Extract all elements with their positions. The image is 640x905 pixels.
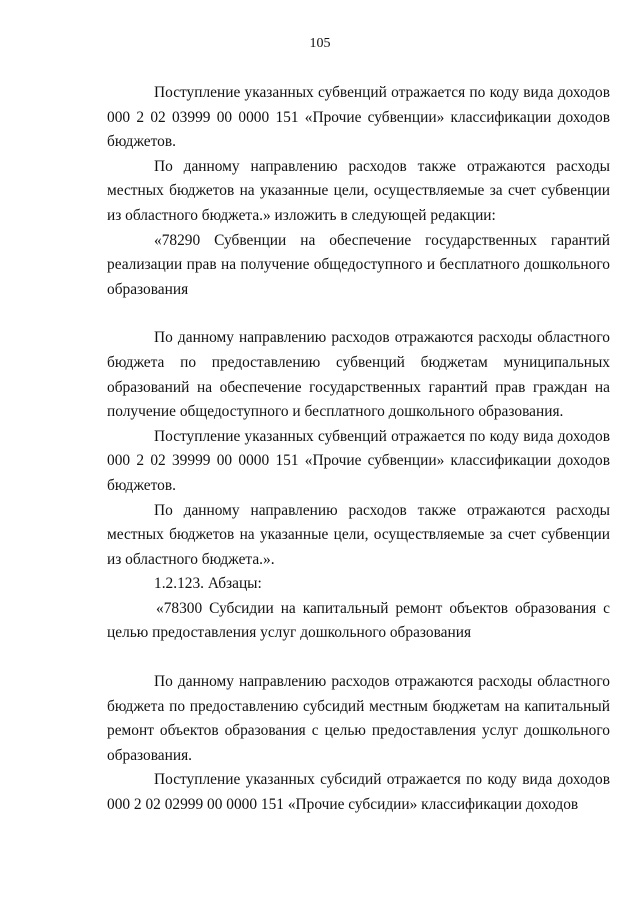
- paragraph: По данному направлению расходов также отражаются расходы местных бюджетов на указанные цели, осуществляемые за счет субвенции из областного бюджета.».: [107, 501, 610, 568]
- paragraph-quoted-heading: «78300 Субсидии на капитальный ремонт объектов образования с целью предоставления услуг дошкольного образования: [107, 599, 610, 642]
- paragraph: Поступление указанных субвенций отражается по коду вида доходов 000 2 02 39999 00 0000 151 «Прочие субвенции» классификации доходов бюджетов.: [107, 427, 610, 494]
- page-body: [107, 81, 610, 818]
- paragraph: По данному направлению расходов также отражаются расходы местных бюджетов на указанные цели, осуществляемые за счет субвенции из областного бюджета.» изложить в следующей редакции:: [107, 157, 610, 224]
- section-item-heading: 1.2.123. Абзацы:: [154, 575, 262, 593]
- page-number: 105: [309, 36, 331, 51]
- paragraph-quoted-heading: «78290 Субвенции на обеспечение государственных гарантий реализации прав на получение общедоступного и бесплатного дошкольного образования: [107, 231, 610, 298]
- paragraph: По данному направлению расходов отражаются расходы областного бюджета по предоставлению субсидий местным бюджетам на капитальный ремонт объектов образования с целью предоставления услуг дошкольного образования.: [107, 673, 610, 764]
- paragraph: Поступление указанных субвенций отражается по коду вида доходов 000 2 02 03999 00 0000 151 «Прочие субвенции» классификации доходов бюджетов.: [107, 84, 610, 151]
- paragraph: Поступление указанных субсидий отражается по коду вида доходов 000 2 02 02999 00 0000 151 «Прочие субсидии» классификации доходов: [107, 771, 610, 814]
- paragraph: По данному направлению расходов отражаются расходы областного бюджета по предоставлению субвенций бюджетам муниципальных образований на обеспечение государственных гарантий прав граждан на получение общедоступного и бесплатного дошкольного образования.: [107, 329, 610, 421]
